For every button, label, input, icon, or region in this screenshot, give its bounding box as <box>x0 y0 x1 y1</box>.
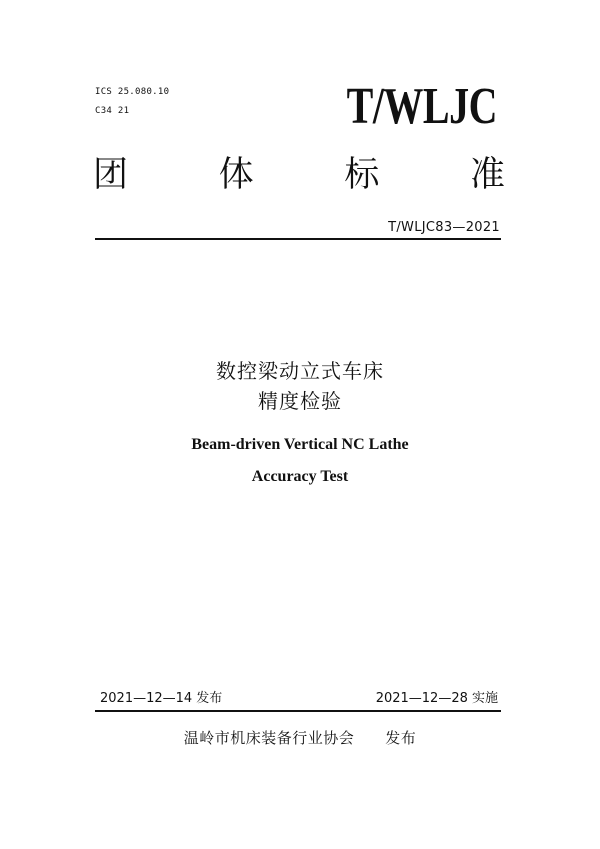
ccs-code: C34 21 <box>95 106 130 116</box>
category-char: 标 <box>344 155 380 195</box>
implemented-date: 2021—12—28 实施 <box>375 691 498 706</box>
standard-number: T/WLJC83—2021 <box>388 220 500 235</box>
publisher: 温岭市机床装备行业协会 发布 <box>183 729 417 747</box>
standard-category <box>93 156 505 195</box>
category-char: 体 <box>218 155 254 195</box>
standard-logo: T/WLJC <box>346 76 497 135</box>
category-char: 团 <box>93 155 129 195</box>
issued-date: 2021—12—14 发布 <box>100 691 223 706</box>
bottom-divider <box>95 710 501 712</box>
title-zh-line2: 精度检验 <box>258 389 342 413</box>
top-divider <box>95 238 501 240</box>
title-en-line2: Accuracy Test <box>251 468 349 485</box>
title-zh-line1: 数控梁动立式车床 <box>216 359 384 383</box>
ics-code: ICS 25.080.10 <box>95 87 170 97</box>
category-char: 准 <box>469 155 505 195</box>
title-en-line1: Beam-driven Vertical NC Lathe <box>191 436 409 453</box>
